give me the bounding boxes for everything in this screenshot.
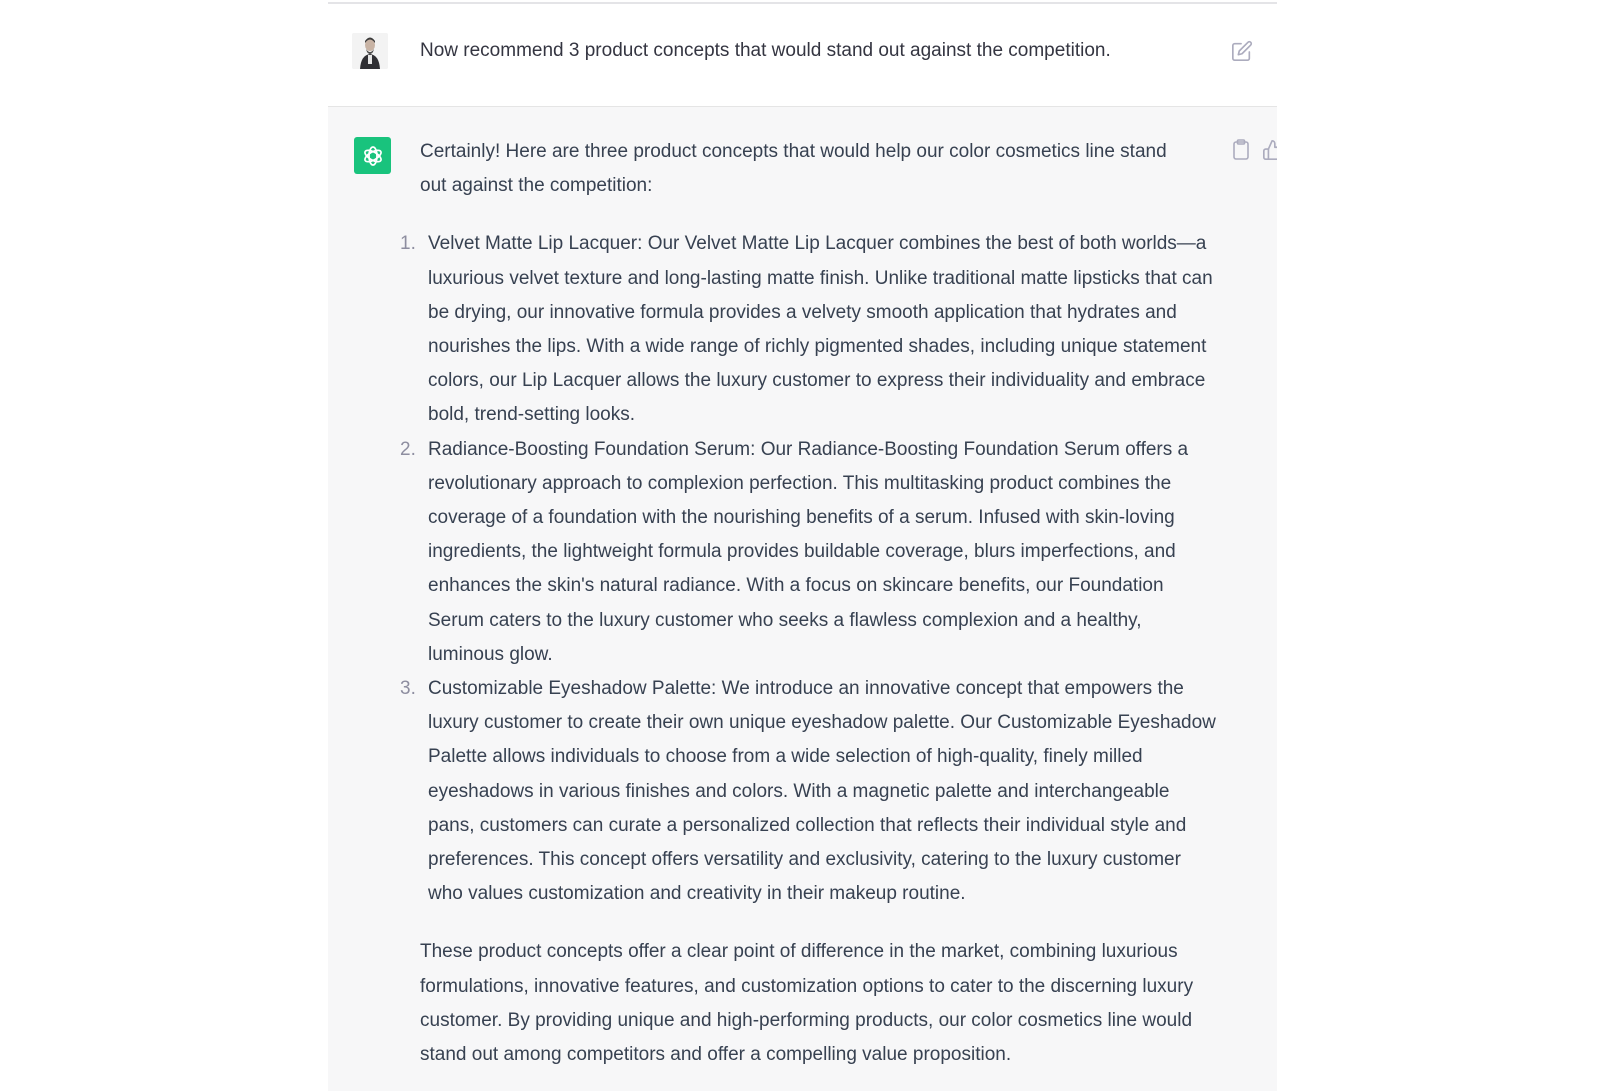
list-item-number: 3. [400, 678, 416, 700]
thumbs-up-icon [1262, 139, 1277, 161]
user-message-row [328, 4, 1277, 107]
openai-logo-icon [360, 143, 386, 169]
list-item [400, 672, 1220, 911]
assistant-intro-text: Certainly! Here are three product concepts that would help our color cosmetics line stand out against the competition: [420, 141, 1167, 197]
user-message-text: Now recommend 3 product concepts that would stand out against the competition. [420, 40, 1111, 61]
assistant-message-body [400, 135, 1220, 1072]
list-item-text: Customizable Eyeshadow Palette: We introduce an innovative concept that empowers the luxury customer to create their own unique eyeshadow palette. Our Customizable Eyeshadow Palette allows individuals to choose from a wide selection of high-quality, finely milled eyeshadows in various finishes and colors. With a magnetic palette and interchangeable pans, customers can curate a personalized collection that reflects their individual style and preferences. This concept offers versatility and exclusivity, catering to the luxury customer who values customization and creativity in their makeup routine. [428, 678, 1216, 905]
list-item-text: Velvet Matte Lip Lacquer: Our Velvet Matte Lip Lacquer combines the best of both worlds—a luxurious velvet texture and long-lasting matte finish. Unlike traditional matte lipsticks that can be drying, our innovative formula provides a velvety smooth application that hydrates and nourishes the lips. With a wide range of richly pigmented shades, including unique statement colors, our Lip Lacquer allows the luxury customer to express their individuality and embrace bold, trend-setting looks. [428, 233, 1213, 426]
assistant-avatar [354, 137, 391, 174]
clipboard-icon [1231, 139, 1251, 161]
assistant-closing-text: These product concepts offer a clear point of difference in the market, combining luxurious formulations, innovative features, and customization options to cater to the discerning luxury customer. By providing unique and high-performing products, our color cosmetics line would stand out among competitors and offer a compelling value proposition. [420, 941, 1194, 1066]
edit-icon [1231, 40, 1253, 62]
list-item [400, 433, 1220, 672]
list-item-number: 1. [400, 233, 416, 255]
edit-button[interactable] [1231, 40, 1255, 64]
assistant-message-row [328, 107, 1277, 1091]
concept-list [400, 227, 1220, 911]
list-item [400, 227, 1220, 432]
list-item-text: Radiance-Boosting Foundation Serum: Our Radiance-Boosting Foundation Serum offers a revolutionary approach to complexion perfection. This multitasking product combines the coverage of a foundation with the nourishing benefits of a serum. Infused with skin-loving ingredients, the lightweight formula provides buildable coverage, blurs imperfections, and enhances the skin's natural radiance. With a focus on skincare benefits, our Foundation Serum caters to the luxury customer who seeks a flawless complexion and a healthy, luminous glow. [428, 438, 1189, 665]
user-avatar [352, 33, 388, 69]
thumbs-up-button[interactable] [1262, 139, 1277, 163]
copy-button[interactable] [1231, 139, 1255, 163]
chat-thread [328, 0, 1277, 1091]
list-item-number: 2. [400, 438, 416, 460]
